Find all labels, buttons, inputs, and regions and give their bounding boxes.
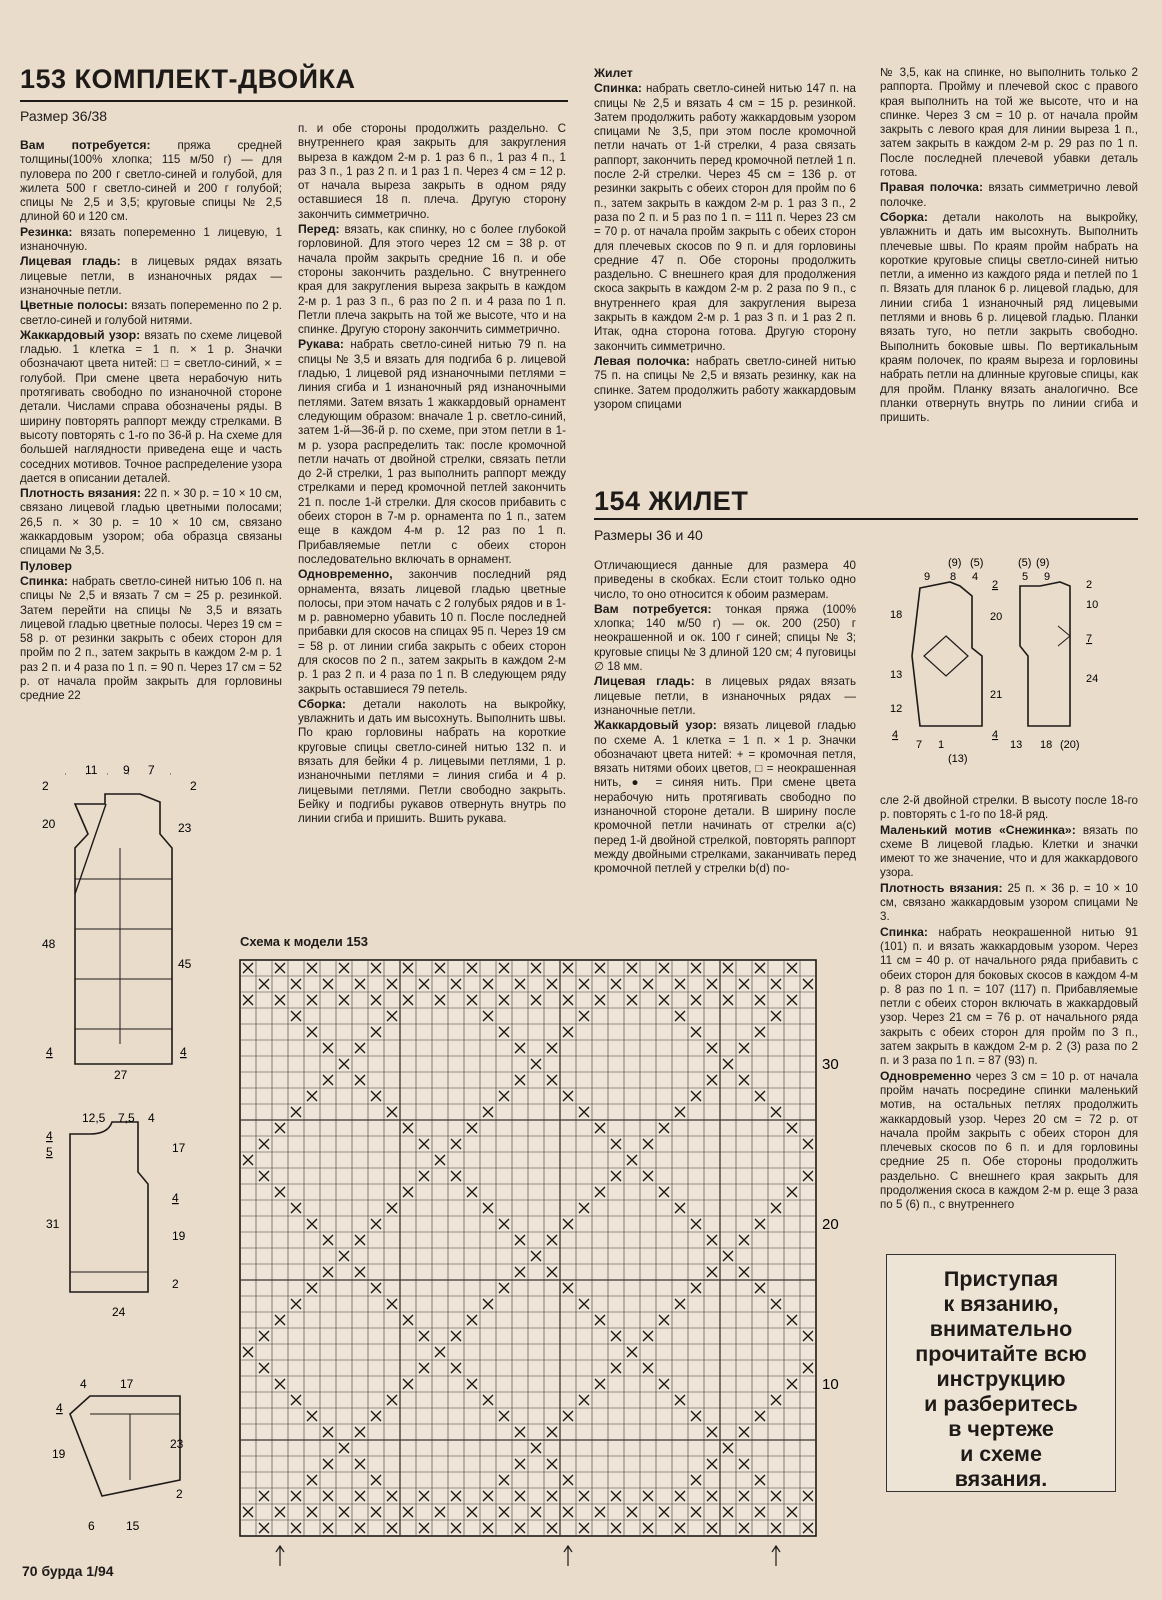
paragraph [298, 222, 566, 337]
vest-mid-dim-4: 4 [992, 729, 999, 741]
front-left-dim-1: 4 [46, 1129, 53, 1143]
paragraph [880, 794, 1138, 823]
paragraph [594, 718, 856, 876]
vest-left-dim-3: 12 [890, 703, 903, 715]
paragraph-text: набрать неокрашенной нитью 91 (101) п. и вязать жаккардовым узором. Через 11 см = 40 р. от начального ряда прибавить с обеих сторон для боковых скосов в каждом 4-м р. 8 раз по 1 п. = 107 (117) п. Прибавляемые петли с обеих сторон включать в жаккардовый узор. Через 21 см = 76 р. от начального ряда закрыть с обеих сторон для пройм по 3 п., затем закрыть в каждом 2-м р. 2 (3) раза по 2 п. и 3 раза по 1 п. = 87 (93) п. [880, 925, 1138, 1068]
chart-repeat-arrow [564, 1546, 572, 1566]
knitting-chart-153 [236, 956, 839, 1576]
paragraph-heading: Цветные полосы: [20, 298, 128, 313]
note-line: и схеме [960, 1442, 1042, 1466]
vest-right-dim-2: 10 [1086, 599, 1099, 611]
vest-bottom-dim-2: 1 [938, 739, 945, 751]
paragraph-heading: Пуловер [20, 558, 72, 573]
text-column-1 [20, 138, 282, 704]
text-column-4 [880, 66, 1138, 425]
paragraph-heading: Спинка: [594, 81, 642, 96]
vest-neck-notch [1058, 626, 1070, 646]
chart-repeat-arrow [276, 1546, 284, 1566]
paragraph-text: набрать светло-синей нитью 147 п. на спицы № 2,5 и вязать 4 см = 15 р. резинкой. Затем продолжить работу жаккардовым узором спицами № 3,5, при этом после кромочной петли начать от 1-й стрелки, 4 раза связать раппорт, закончить перед кромочной петлей 1 п. после 2-й стрелки. Через 45 см = 136 р. от резинки закрыть с обеих сторон для пройм по 6 п., затем закрыть в каждом 2-м р. 1 раз 3 п., 2 раза по 2 п. и 5 раз по 1 п. = 111 п. Через 23 см = 70 р. от начала пройм закрыть с обеих сторон для плечевых скосов по 9 п. и для горловины средние 47 п. Обе стороны продолжить раздельно. С внешнего края для продолжения скоса закрыть в каждом 2-м р. 2 раза по 9 п., с внутреннего края для закругления выреза закрыть в каждом 2-м р. 1 раз 3 п. и 1 раз 2 п. Итак, одна сторона готова. Другую сторону закончить симметрично. [594, 82, 856, 353]
chart-repeat-arrow [772, 1546, 780, 1566]
paragraph-heading: Перед: [298, 222, 340, 237]
paragraph [298, 337, 566, 567]
vest-top-front-dim-3: 5 [1022, 571, 1029, 583]
sleeve-inner-lines [90, 1414, 180, 1480]
paragraph [880, 66, 1138, 180]
sleeve-pattern-diagram [30, 1378, 220, 1538]
paragraph [298, 122, 566, 222]
note-line: Приступая [943, 1267, 1059, 1291]
front-outline [70, 1122, 148, 1292]
vest-top-back-dim-1: (9) [948, 557, 962, 569]
vest-bottom-dim-1: 7 [916, 739, 923, 751]
paragraph-text: набрать светло-синей нитью 75 п. на спицы № 2,5 и вязать резинку, как на спинке. Затем продолжить работу жаккардовым узором спицами [594, 354, 856, 411]
paragraph-text: вязать по схеме лицевой гладью. 1 клетка = 1 п. × 1 р. Значки обозначают цвета нитей: □ = светло-синий, × = голубой. При смене цвета нерабочую нить протягивать свободно по изнаночной стороне детали. Числами справа обозначены ряды. В ширину повторять раппорт между стрелками. В высоту повторять с 1-го по 36-й р. На схеме для большей наглядности приведена еще и часть соседних мотивов. Точное распределение узора дается в описании деталей. [20, 328, 282, 485]
paragraph [20, 559, 282, 574]
vest-front-outline [912, 582, 982, 726]
chart-row-label: 30 [822, 1056, 839, 1073]
paragraph-heading: Вам потребуется: [594, 601, 712, 616]
paragraph-text: детали наколоть на выкройку, увлажнить и дать им высохнуть. Выполнить швы. По краю горловины набрать на короткие круговые спицы светло-синей нитью 132 п. и вязать для бейки 4 р. лицевыми петлями, 1 р. изнаночными петлями = линия сгиба и 4 р. лицевыми петлями. Петли свободно закрыть. Бейку и подгибы рукавов отвернуть внутрь по линии сгиба и пришить. Вшить рукава. [298, 697, 566, 826]
sleeve-top-dim-2: 17 [120, 1377, 134, 1391]
front-top-dim-2: 7,5 [118, 1111, 135, 1125]
back-top-dim-2: 9 [123, 763, 130, 777]
front-right-dim-2: 4 [172, 1191, 179, 1205]
vest-top-front-dim-2: (9) [1036, 557, 1050, 569]
back-pattern-diagram [30, 763, 220, 1084]
paragraph-text: вязать лицевой гладью по схеме А. 1 клетка = 1 п. × 1 р. Значки обозначают цвета нитей: + = кромочная петля, вязать нитями обоих цветов, □ = неокрашенная нить, ● = синяя нить. При смене цвета нерабочую нить протягивать свободно по изнаночной стороне детали. В ширину после кромочной петли начинать от стрелки а(с) перед 1-й двойной стрелкой, повторять раппорт между двойными стрелками, заканчивать перед кромочной петлей у стрелки b(d) по- [594, 719, 857, 876]
paragraph [594, 559, 856, 602]
paragraph-heading: Лицевая гладь: [594, 674, 695, 689]
back-right-dim-2: 23 [178, 821, 192, 835]
text-column-5 [594, 559, 856, 877]
front-right-dim-3: 19 [172, 1229, 186, 1243]
paragraph-text: вязать попеременно по 2 р. светло-синей и голубой нитями. [20, 299, 282, 327]
paragraph-text: вязать симметрично левой полочке. [880, 181, 1139, 209]
back-right-dim-1: 2 [190, 779, 197, 793]
front-bottom-dim: 24 [112, 1305, 126, 1319]
vest-pattern-diagram [890, 556, 1130, 776]
note-line: инструкцию [936, 1367, 1066, 1391]
paragraph-text: в лицевых рядах вязать лицевые петли, в изнаночных рядах — изнаночные петли. [20, 255, 282, 297]
back-bottom-dim: 27 [114, 1068, 128, 1082]
paragraph-text: пряжа средней толщины(100% хлопка; 115 м/50 г) — для пуловера по 200 г светло-синей и голубой, для жилета 500 г светло-синей и 200 г голубой; спицы № 2,5 и 3,5; круговые спицы № 2,5 длиной 60 и 120 см. [20, 139, 282, 224]
vest-snowflake-motif [924, 636, 968, 676]
vest-bottom-dim-4: 13 [1010, 739, 1023, 751]
paragraph-text: тонкая пряжа (100% хлопка; 140 м/50 г) — ок. 200 (250) г неокрашенной и ок. 100 г синей; спицы № 3; круговые спицы № 3 длиной 120 см; 4 пуговицы ∅ 18 мм. [594, 602, 857, 674]
paragraph-heading: Резинка: [20, 224, 73, 239]
paragraph [20, 328, 282, 486]
paragraph-heading: Сборка: [298, 696, 346, 711]
note-line: к вязанию, [943, 1292, 1059, 1316]
paragraph [594, 66, 856, 81]
paragraph-text: сле 2-й двойной стрелки. В высоту после 18-го р. повторять с 1-го по 18-й ряд. [880, 794, 1138, 822]
vest-right-dim-4: 24 [1086, 673, 1099, 685]
back-top-dim-3: 7 [148, 763, 155, 777]
paragraph-heading: Лицевая гладь: [20, 254, 121, 269]
paragraph [594, 602, 856, 674]
paragraph [20, 225, 282, 255]
paragraph-heading: Жаккардовый узор: [594, 718, 717, 733]
paragraph [298, 697, 566, 827]
sleeve-bottom-dim-1: 6 [88, 1519, 95, 1533]
sleeve-left-dim-2: 19 [52, 1447, 66, 1461]
note-line: прочитайте всю [915, 1342, 1087, 1366]
vest-top-back-dim-2: (5) [970, 557, 984, 569]
sleeve-top-dim-1: 4 [80, 1377, 87, 1391]
model154-size: Размеры 36 и 40 [594, 527, 703, 543]
paragraph [594, 674, 856, 718]
paragraph [20, 574, 282, 704]
front-right-dim-4: 2 [172, 1277, 179, 1291]
paragraph [880, 881, 1138, 925]
chart-caption: Схема к модели 153 [240, 934, 369, 949]
vest-top-front-dim-4: 9 [1044, 571, 1051, 583]
paragraph-heading: Сборка: [880, 209, 928, 224]
paragraph-text: Отличающиеся данные для размера 40 приведены в скобках. Если стоит только одно число, то оно относится к обоим размерам. [594, 559, 856, 601]
text-column-3 [594, 66, 856, 412]
vest-bottom-dim-5: 18 [1040, 739, 1053, 751]
paragraph-heading: Жаккардовый узор: [20, 327, 141, 342]
front-top-dim-1: 12,5 [82, 1111, 106, 1125]
vest-mid-dim-2: 20 [990, 611, 1003, 623]
front-left-dim-2: 5 [46, 1145, 53, 1159]
paragraph-heading: Левая полочка: [594, 353, 690, 368]
paragraph [880, 1069, 1138, 1213]
back-right-dim-4: 4 [180, 1045, 187, 1059]
paragraph-text: п. и обе стороны продолжить раздельно. С внутреннего края закрыть для закругления выреза в каждом 2-м р. 1 раз 6 п., 1 раз 4 п., 1 раз 3 п., 1 раз 2 п. и 1 раз 1 п. Через 4 см = 12 р. от начала выреза закрыть в одном ряду оставшиеся 18 п. плеча. Другую сторону закончить симметрично. [298, 122, 566, 221]
paragraph-text: набрать светло-синей нитью 106 п. на спицы № 2,5 и вязать 7 см = 25 р. резинкой. Затем перейти на спицы № 3,5 и вязать лицевой гладью цветные полосы. Через 19 см = 58 р. от резинки закрыть с обеих сторон для пройм по 2 п., затем закрыть в каждом 2-м р. 1 раз 2 п. и 4 раза по 1 п. = 90 п. Через 17 см = 52 р. от начала пройм закрыть для горловины средние 22 [20, 574, 282, 703]
vest-top-back-dim-4: 8 [950, 571, 957, 583]
back-right-dim-3: 45 [178, 957, 192, 971]
paragraph-heading: Плотность вязания: [880, 880, 1003, 895]
note-line: внимательно [929, 1317, 1073, 1341]
vest-left-dim-1: 18 [890, 609, 903, 621]
front-pattern-diagram [30, 1112, 220, 1342]
front-left-dim-3: 31 [46, 1217, 60, 1231]
vest-mid-dim-3: 21 [990, 689, 1003, 701]
sleeve-outline [70, 1396, 180, 1496]
paragraph-heading: Одновременно [880, 1068, 972, 1083]
paragraph-heading: Жилет [594, 66, 633, 80]
vest-left-dim-4: 4 [892, 729, 899, 741]
instruction-note-text [887, 1267, 1115, 1492]
paragraph [880, 925, 1138, 1069]
note-line: вязания. [954, 1467, 1048, 1491]
paragraph-heading: Рукава: [298, 337, 344, 352]
vest-right-dim-1: 2 [1086, 579, 1093, 591]
paragraph-heading: Спинка: [880, 924, 928, 939]
vest-right-dim-3: 7 [1086, 633, 1093, 645]
paragraph-text: № 3,5, как на спинке, но выполнить только 2 раппорта. Пройму и плечевой скос с правого края выполнить на той же высоте, что и на спинке. Через 3 см = 10 р. от начала пройм закрыть с левого края для линии выреза 1 п., затем закрыть в каждом 2-м р. 29 раз по 1 п. После последней плечевой убавки деталь готова. [880, 66, 1138, 180]
paragraph-heading: Одновременно, [298, 567, 393, 582]
chart-row-label: 20 [822, 1216, 839, 1233]
paragraph [880, 210, 1138, 425]
vest-back-outline [1020, 582, 1070, 726]
sleeve-right-dim-2: 2 [176, 1487, 183, 1501]
back-left-dim-4: 4 [46, 1045, 53, 1059]
paragraph-text: детали наколоть на выкройку, увлажнить и дать им высохнуть. Выполнить плечевые швы. По краям пройм набрать на короткие круговые спицы светло-синей нитью петли, а именно из каждого ряда и петлей по 1 п. Вязать для планок 6 р. лицевой гладью, для линии сгиба 1 изнаночный ряд лицевыми петлями и вновь 6 р. лицевой гладью. Планки вязать туго, но петли закрыть свободно. Выполнить боковые швы. По вертикальным краям полочек, по краям выреза и горловины набрать петли на длинные круговые спицы, как для пройм. Планку вязать аналогично. Все планки отвернуть внутрь по линии сгиба и пришить. [880, 210, 1138, 425]
sleeve-right-dim-1: 23 [170, 1437, 184, 1451]
model154-title-rule [594, 518, 1138, 520]
back-stripe-lines [75, 848, 172, 1044]
instruction-note-box [886, 1254, 1116, 1492]
paragraph-heading: Маленький мотив «Снежинка»: [880, 822, 1076, 837]
paragraph [880, 823, 1138, 881]
note-line: в чертеже [948, 1417, 1054, 1441]
sleeve-left-dim-1: 4 [56, 1401, 63, 1415]
model153-title-rule [20, 100, 568, 102]
vest-top-back-dim-3: 9 [924, 571, 931, 583]
front-top-dim-3: 4 [148, 1111, 155, 1125]
sleeve-bottom-dim-2: 15 [126, 1519, 140, 1533]
paragraph [298, 567, 566, 697]
vest-bottom-dim-6: (20) [1060, 739, 1080, 751]
paragraph [594, 81, 856, 354]
back-top-dim-1: 11 [85, 763, 98, 777]
paragraph [594, 354, 856, 412]
paragraph [20, 254, 282, 298]
vest-top-back-dim-5: 4 [972, 571, 979, 583]
back-neck-line [75, 804, 106, 894]
paragraph-heading: Плотность вязания: [20, 486, 141, 501]
paragraph-text: 25 п. × 36 р. = 10 × 10 см, связано жаккардовым узором спицами № 3. [880, 881, 1138, 924]
paragraph-text: набрать светло-синей нитью 79 п. на спицы № 3,5 и вязать для подгиба 6 р. лицевой гладью, 1 лицевой ряд изнаночными петлями = линия сгиба и 1 изнаночный ряд изнаночными петлями. Затем вязать 1 жаккардовый орнамент следующим образом: вначале 1 р. светло-синий, затем 1-й—36-й р. по схеме, при этом петли в 1-м р. узора распределить так: после кромочной петли начать от двойной стрелки, связать петли до 2-й стрелки, 1 раз выполнить раппорт между стрелками и перед кромочной петлей закончить 21 п. после 1-й стрелки. Для скосов прибавить с обеих сторон в 7-м р. орнамента по 1 п., затем еще в каждом 4-м р. 12 раз по 1 п. Прибавляемые петли с обеих сторон последовательно включать в орнамент. [298, 338, 566, 566]
back-left-dim-2: 20 [42, 817, 56, 831]
back-left-dim-1: 2 [42, 779, 49, 793]
note-line: и разберитесь [924, 1392, 1078, 1416]
paragraph-text: через 3 см = 10 р. от начала пройм начать посредине спинки маленький мотив, на остальных петлях продолжить жаккардовый узор. Через 20 см = 72 р. от начала пройм закрыть с обеих сторон для плечевых скосов по 6 п. и для горловины средние 25 п. Обе стороны продолжить раздельно. С внешнего края закрыть для продолжения скоса в каждом 2-м р. еще 3 раза по 5 (6) п., с внутреннего [880, 1069, 1138, 1212]
chart-row-label: 10 [822, 1376, 839, 1393]
model153-size: Размер 36/38 [20, 108, 108, 124]
paragraph-heading: Правая полочка: [880, 180, 984, 195]
paragraph-text: вязать попеременно 1 лицевую, 1 изнаночную. [20, 225, 282, 254]
paragraph-heading: Спинка: [20, 573, 68, 588]
paragraph-text: закончив последний ряд орнамента, вязать лицевой гладью цветные полосы, при этом начать с 2 голубых рядов и в 1-м р. равномерно убавить 10 п. После последней прибавки для скосов на спицах 95 п. Через 19 см = 58 р. от линии сгиба закрыть с обеих сторон для скосов по 2 п., затем закрыть в каждом 2-м р. 1 раз 2 п. и 4 раза по 1 п. В следующем ряду закрыть оставшиеся 79 петель. [298, 568, 566, 696]
vest-bottom-dim-3: (13) [948, 753, 968, 765]
text-column-6 [880, 794, 1138, 1213]
paragraph [20, 298, 282, 328]
vest-top-front-dim-1: (5) [1018, 557, 1032, 569]
back-left-dim-3: 48 [42, 937, 56, 951]
paragraph [20, 138, 282, 225]
front-right-dim-1: 17 [172, 1141, 186, 1155]
paragraph-text: вязать по схеме В лицевой гладью. Клетки и значки имеют то же значение, что и для жаккардового узора. [880, 823, 1138, 880]
paragraph [880, 180, 1138, 210]
page-footer: 70 бурда 1/94 [22, 1563, 114, 1579]
paragraph-text: 22 п. × 30 р. = 10 × 10 см, связано лицевой гладью цветными полосами; 26,5 п. × 30 р. = 10 × 10 см, связано жаккардовым узором; оба образца связаны спицами № 3,5. [20, 487, 282, 558]
paragraph-text: вязать, как спинку, но с более глубокой горловиной. Для этого через 12 см = 38 р. от начала пройм закрыть средние 16 п. и обе стороны закончить раздельно. С внутреннего края для закругления выреза закрыть в каждом 2-м р. 1 раз 3 п., 6 раз по 2 п. и 4 раза по 1 п. Петли плеча закрыть на той же высоте, что и на спинке. Другую сторону закончить симметрично. [298, 223, 566, 337]
paragraph-heading: Вам потребуется: [20, 138, 151, 152]
vest-left-dim-2: 13 [890, 669, 903, 681]
vest-mid-dim-1: 2 [992, 579, 999, 591]
paragraph [20, 486, 282, 558]
text-column-2 [298, 122, 566, 827]
paragraph-text: в лицевых рядах вязать лицевые петли, в изнаночных рядах — изнаночные петли. [594, 675, 856, 717]
model154-title: 154 ЖИЛЕТ [594, 486, 749, 516]
model153-title: 153 КОМПЛЕКТ-ДВОЙКА [20, 64, 356, 94]
